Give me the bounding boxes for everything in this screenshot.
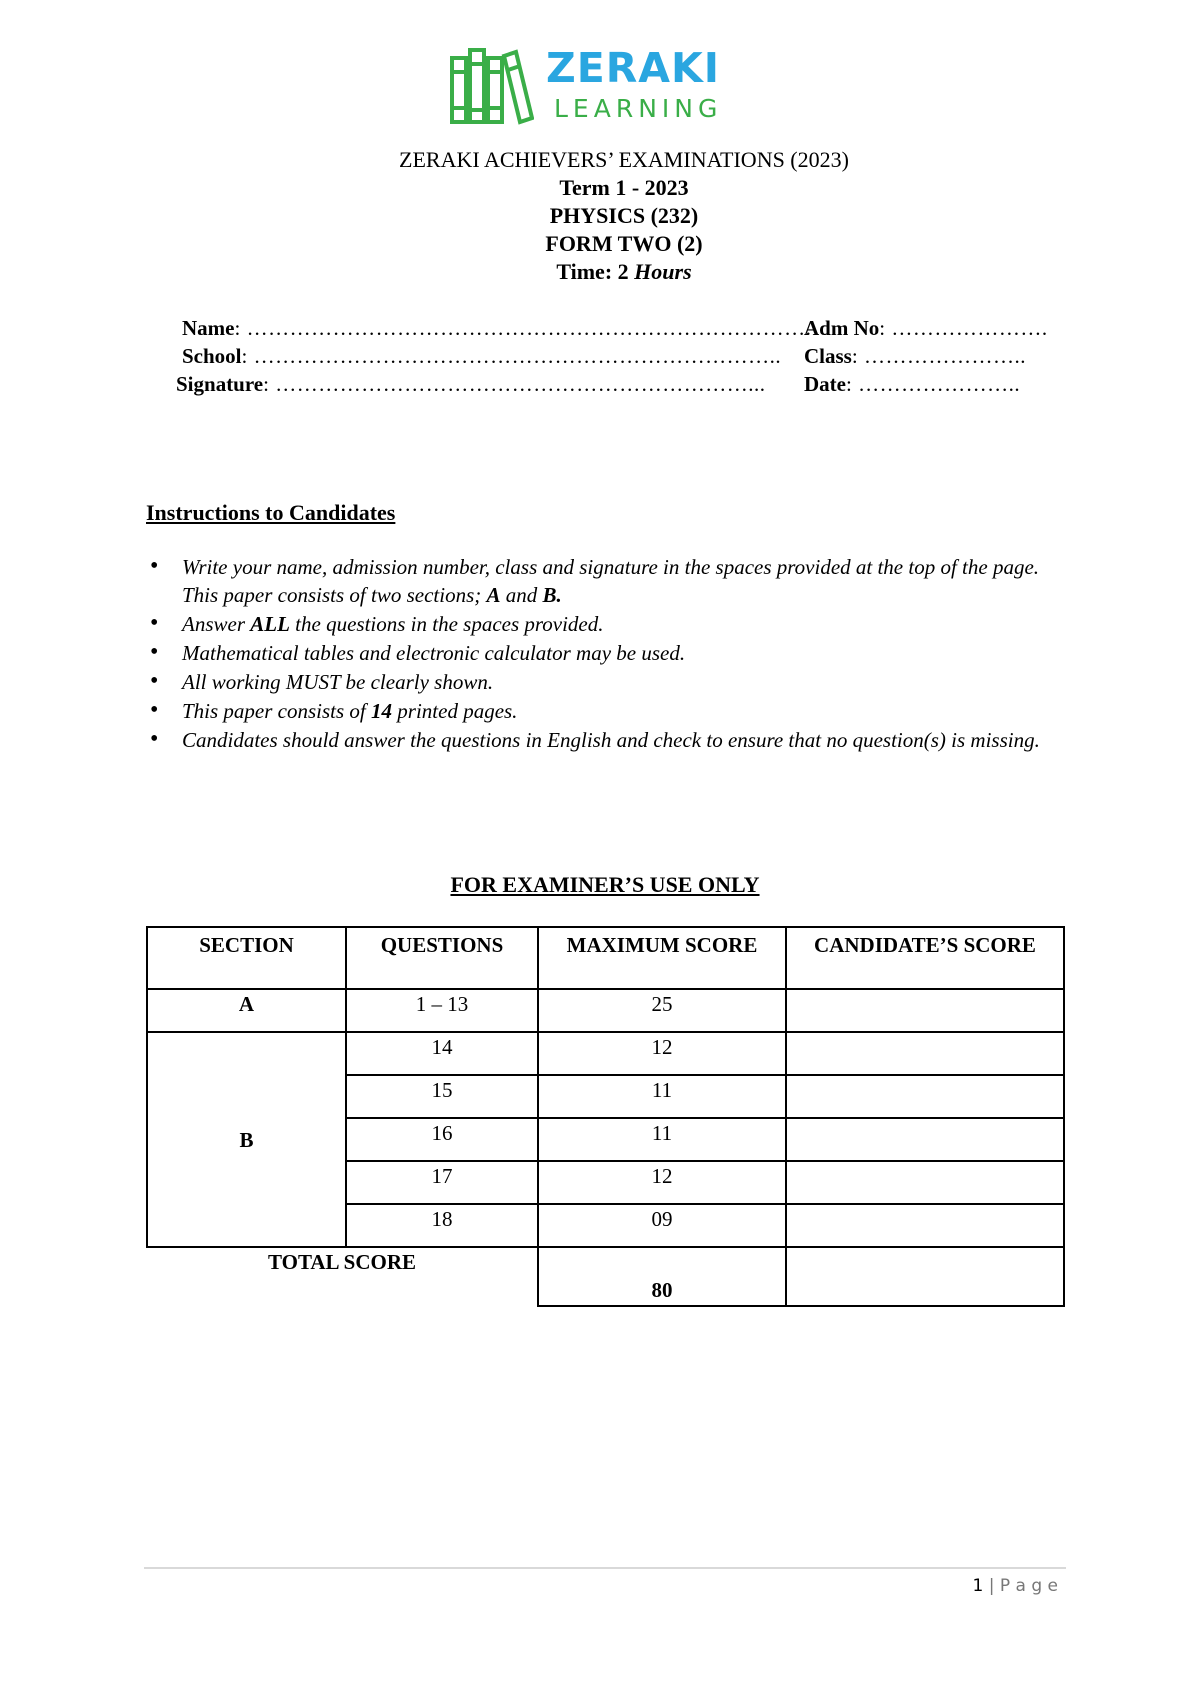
exam-time-unit: Hours bbox=[634, 259, 692, 284]
exam-time-label: Time: 2 bbox=[556, 259, 635, 284]
exam-term: Term 1 - 2023 bbox=[559, 175, 689, 200]
name-dots: : ……………………………………………………………………. bbox=[234, 316, 812, 340]
score-table bbox=[146, 926, 1065, 1307]
name-field[interactable] bbox=[182, 316, 811, 341]
questions-cell: 18 bbox=[346, 1204, 538, 1247]
instructions-list bbox=[146, 553, 1076, 755]
adm-no-dots: : …………………. bbox=[879, 316, 1048, 340]
school-dots: : ……………………………………………………………….. bbox=[241, 344, 782, 368]
zeraki-logo bbox=[448, 44, 748, 128]
exam-time bbox=[0, 258, 1200, 286]
section-cell: B bbox=[147, 1032, 346, 1247]
date-field[interactable] bbox=[804, 372, 1020, 397]
questions-cell: 15 bbox=[346, 1075, 538, 1118]
max-score-cell: 25 bbox=[538, 989, 786, 1032]
instruction-item: • Mathematical tables and electronic calculator may be used. bbox=[146, 639, 1076, 667]
max-score-cell: 11 bbox=[538, 1118, 786, 1161]
instruction-bold: B. bbox=[542, 583, 562, 607]
candidate-score-cell[interactable] bbox=[786, 1032, 1064, 1075]
table-row bbox=[147, 1032, 1064, 1075]
exam-title: ZERAKI ACHIEVERS’ EXAMINATIONS (2023) bbox=[399, 147, 849, 172]
header-questions: QUESTIONS bbox=[346, 927, 538, 989]
page-footer: 1 | P a g e bbox=[972, 1576, 1058, 1596]
table-header-row bbox=[147, 927, 1064, 989]
total-row bbox=[147, 1247, 1064, 1306]
logo-word-zeraki: ZERAKI bbox=[546, 44, 721, 92]
questions-cell: 1 – 13 bbox=[346, 989, 538, 1032]
page-number: 1 bbox=[972, 1576, 984, 1596]
instruction-item bbox=[146, 553, 1076, 609]
questions-cell: 14 bbox=[346, 1032, 538, 1075]
instruction-bold: ALL bbox=[250, 612, 290, 636]
total-score-label: TOTAL SCORE bbox=[147, 1247, 538, 1306]
class-dots: : ………………….. bbox=[851, 344, 1026, 368]
header-max-score: MAXIMUM SCORE bbox=[538, 927, 786, 989]
name-label: Name bbox=[182, 316, 235, 340]
books-icon bbox=[448, 46, 534, 126]
section-cell: A bbox=[147, 989, 346, 1032]
candidate-score-cell[interactable] bbox=[786, 1161, 1064, 1204]
class-field[interactable] bbox=[804, 344, 1026, 369]
max-score-cell: 12 bbox=[538, 1032, 786, 1075]
max-score-cell: 12 bbox=[538, 1161, 786, 1204]
signature-dots: : …………………………………………………………... bbox=[263, 372, 766, 396]
date-label: Date bbox=[804, 372, 846, 396]
candidate-score-cell[interactable] bbox=[786, 1118, 1064, 1161]
instruction-item: • All working MUST be clearly shown. bbox=[146, 668, 1076, 696]
max-score-cell: 11 bbox=[538, 1075, 786, 1118]
examiner-title: FOR EXAMINER’S USE ONLY bbox=[450, 872, 760, 897]
instruction-text: and bbox=[500, 583, 543, 607]
total-candidate-score[interactable] bbox=[786, 1247, 1064, 1306]
instruction-bold: A bbox=[486, 583, 501, 607]
adm-no-field[interactable] bbox=[804, 316, 1048, 341]
instruction-text: the questions in the spaces provided. bbox=[289, 612, 604, 636]
header-candidate-score: CANDIDATE’S SCORE bbox=[786, 927, 1064, 989]
candidate-score-cell[interactable] bbox=[786, 1204, 1064, 1247]
questions-cell: 17 bbox=[346, 1161, 538, 1204]
date-dots: : ………………….. bbox=[845, 372, 1021, 396]
instructions-title: Instructions to Candidates bbox=[146, 500, 396, 525]
signature-label: Signature bbox=[176, 372, 264, 396]
logo-word-learning: LEARNING bbox=[554, 94, 723, 123]
table-row bbox=[147, 989, 1064, 1032]
signature-field[interactable] bbox=[176, 372, 765, 397]
exam-form: FORM TWO (2) bbox=[545, 231, 703, 256]
instruction-item bbox=[146, 697, 1076, 725]
page-label: P a g e bbox=[999, 1576, 1058, 1596]
questions-cell: 16 bbox=[346, 1118, 538, 1161]
instruction-text: This paper consists of bbox=[182, 699, 372, 723]
adm-no-label: Adm No bbox=[804, 316, 880, 340]
instruction-text: Write your name, admission number, class and signature in the spaces provided at the top of the page. This paper consists of two sections; bbox=[182, 555, 1040, 607]
class-label: Class bbox=[804, 344, 852, 368]
school-label: School bbox=[182, 344, 242, 368]
header-section: SECTION bbox=[147, 927, 346, 989]
school-field[interactable] bbox=[182, 344, 781, 369]
total-max-score: 80 bbox=[538, 1247, 786, 1306]
instruction-item bbox=[146, 610, 1076, 638]
instruction-item: • Candidates should answer the questions in English and check to ensure that no question(s) is missing. bbox=[146, 726, 1076, 754]
candidate-score-cell[interactable] bbox=[786, 1075, 1064, 1118]
exam-subject: PHYSICS (232) bbox=[549, 203, 699, 228]
instruction-text: Answer bbox=[182, 612, 251, 636]
instruction-text: printed pages. bbox=[392, 699, 518, 723]
max-score-cell: 09 bbox=[538, 1204, 786, 1247]
instruction-bold: 14 bbox=[371, 699, 393, 723]
candidate-score-cell[interactable] bbox=[786, 989, 1064, 1032]
footer-divider bbox=[144, 1567, 1066, 1569]
